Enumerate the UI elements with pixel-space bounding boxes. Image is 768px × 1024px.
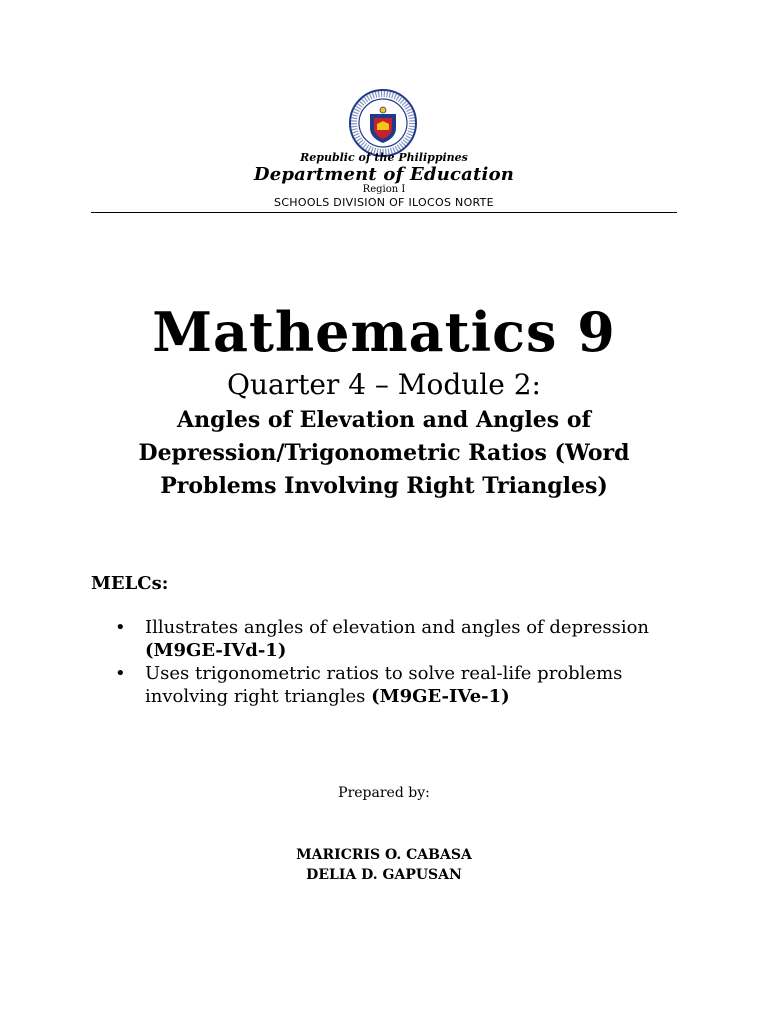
- module-topic: Angles of Elevation and Angles of Depression/Trigonometric Ratios (Word Problems Involving Right Triangles): [138, 407, 630, 499]
- melc-text: Uses trigonometric ratios to solve real-life problems involving right triangles: [145, 663, 623, 707]
- author-name: DELIA D. GAPUSAN: [306, 867, 462, 883]
- melc-item: [115, 662, 695, 708]
- region-label: Region I: [362, 184, 406, 195]
- deped-seal-icon: [348, 88, 418, 158]
- author-name: MARICRIS O. CABASA: [296, 847, 472, 863]
- document-title: Mathematics 9: [152, 300, 616, 364]
- header-divider: [91, 212, 677, 213]
- melc-code: (M9GE-IVe-1): [371, 686, 510, 707]
- prepared-by-label: Prepared by:: [338, 785, 430, 801]
- melcs-list: [115, 616, 695, 708]
- module-subtitle: Quarter 4 – Module 2:: [227, 368, 541, 401]
- author-list: [0, 845, 768, 885]
- republic-label: Republic of the Philippines: [300, 151, 468, 164]
- division-label: SCHOOLS DIVISION OF ILOCOS NORTE: [274, 196, 494, 209]
- melc-item: [115, 616, 695, 662]
- melcs-heading: MELCs:: [91, 573, 169, 594]
- melc-text: Illustrates angles of elevation and angles of depression: [145, 617, 650, 638]
- bullet-icon: •: [115, 617, 126, 638]
- department-name: Department of Education: [253, 164, 515, 185]
- melc-code: (M9GE-IVd-1): [145, 640, 287, 661]
- bullet-icon: •: [115, 663, 126, 684]
